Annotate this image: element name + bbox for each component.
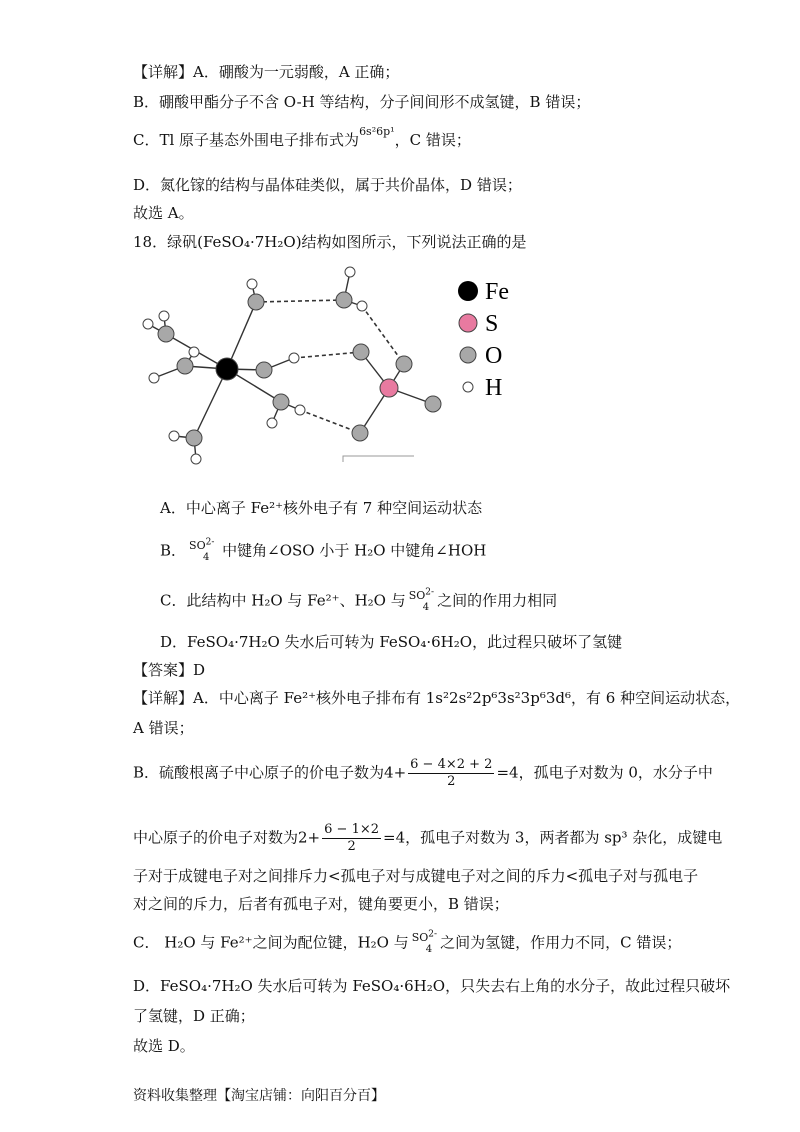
- explain-line-d: D．氮化镓的结构与晶体硅类似，属于共价晶体，D 错误；: [133, 176, 522, 194]
- legend-s-dot: [459, 314, 477, 332]
- b2-fraction: [322, 822, 381, 855]
- sulfate-ion: [408, 587, 435, 613]
- explain-line-a: 【详解】A．硼酸为一元弱酸，A 正确；: [133, 63, 400, 81]
- b1-num: 6 − 4×2 + 2: [410, 757, 493, 772]
- b2-lead: 2+: [298, 828, 321, 847]
- option-a: A．中心离子 Fe²⁺核外电子有 7 种空间运动状态: [160, 499, 483, 517]
- b2-den: 2: [347, 839, 356, 854]
- c-tail: 之间为氢键，作用力不同，C 错误；: [440, 933, 682, 952]
- line-c-tail: ，C 错误；: [394, 131, 471, 149]
- legend-h-dot: [463, 382, 473, 392]
- legend-h-label: H: [485, 375, 503, 401]
- legend-s-label: S: [485, 311, 499, 337]
- answer-line: 【答案】D: [133, 661, 206, 679]
- config-formula: 6s²6p¹: [359, 125, 395, 138]
- greenvitriol-structure-figure: [130, 262, 530, 477]
- detail-d-line2: 了氢键，D 正确；: [133, 1007, 255, 1025]
- b1-text: B．硫酸根离子中心原子的价电子数为: [133, 763, 385, 782]
- ion-main: SO: [411, 931, 429, 944]
- option-b-text: 中键角∠OSO 小于 H₂O 中键角∠HOH: [222, 541, 487, 560]
- b2-text: 中心原子的价电子对数为: [133, 828, 299, 847]
- option-c-text: C．此结构中 H₂O 与 Fe²⁺、H₂O 与: [160, 591, 406, 610]
- ion-main: SO: [408, 589, 426, 602]
- ion-main: SO: [189, 539, 206, 552]
- ion-sub: 4: [425, 944, 433, 955]
- ion-sub: 4: [203, 552, 210, 563]
- detail-b-line2: [133, 822, 722, 855]
- b1-den: 2: [447, 774, 456, 789]
- detail-a-line2: A 错误；: [133, 719, 194, 737]
- legend-o-dot: [460, 347, 476, 363]
- answer-select-a: 故选 A。: [133, 204, 194, 222]
- b1-tail: =4: [496, 763, 519, 782]
- detail-b-line4: 对之间的斥力，后者有孤电子对，键角要更小，B 错误；: [133, 895, 509, 913]
- legend-o-label: O: [485, 343, 503, 369]
- ion-sub: 4: [422, 602, 430, 613]
- detail-b-line1: [133, 757, 713, 790]
- ion-charge: 2-: [428, 929, 438, 940]
- option-d: D．FeSO₄·7H₂O 失水后可转为 FeSO₄·6H₂O，此过程只破坏了氢键: [160, 633, 623, 651]
- detail-c-line: [133, 929, 682, 955]
- b2-num: 6 − 1×2: [324, 822, 380, 837]
- ion-charge: 2-: [425, 587, 435, 598]
- b2-tail: =4: [383, 828, 406, 847]
- option-c: [160, 587, 558, 613]
- detail-b-line3: 子对于成键电子对之间排斥力<孤电子对与成键电子对之间的斥力<孤电子对与孤电子: [133, 867, 699, 885]
- detail-d-line1: D．FeSO₄·7H₂O 失水后可转为 FeSO₄·6H₂O，只失去右上角的水分子，故此过程只破坏: [133, 977, 731, 995]
- legend-fe-label: Fe: [485, 279, 509, 305]
- question-18: 18．绿矾(FeSO₄·7H₂O)结构如图所示，下列说法正确的是: [133, 233, 527, 251]
- c-text: C． H₂O 与 Fe²⁺之间为配位键，H₂O 与: [133, 933, 409, 952]
- line-c-text: C．Tl 原子基态外围电子排布式为: [133, 131, 360, 149]
- sulfate-ion: [189, 537, 215, 563]
- option-b: [160, 537, 487, 563]
- select-d-line: 故选 D。: [133, 1037, 195, 1055]
- detail-a-line1: 【详解】A．中心离子 Fe²⁺核外电子排布有 1s²2s²2p⁶3s²3p⁶3d⁶，有 6 种空间运动状态，: [133, 689, 741, 707]
- b1-post: ，孤电子对数为 0，水分子中: [518, 763, 713, 782]
- b1-lead: 4+: [384, 763, 407, 782]
- b2-post: ，孤电子对数为 3，两者都为 sp³ 杂化，成键电: [405, 828, 723, 847]
- ion-charge: 2-: [205, 537, 215, 548]
- sulfate-ion: [411, 929, 438, 955]
- b1-fraction: [408, 757, 494, 790]
- explain-line-b: B．硼酸甲酯分子不含 O-H 等结构，分子间间形不成氢键，B 错误；: [133, 93, 591, 111]
- footer: 资料收集整理【淘宝店铺：向阳百分百】: [133, 1088, 385, 1104]
- option-b-label: B．: [160, 541, 187, 560]
- legend-fe-dot: [458, 281, 478, 301]
- explain-line-c: [133, 125, 471, 152]
- option-c-tail: 之间的作用力相同: [437, 591, 558, 610]
